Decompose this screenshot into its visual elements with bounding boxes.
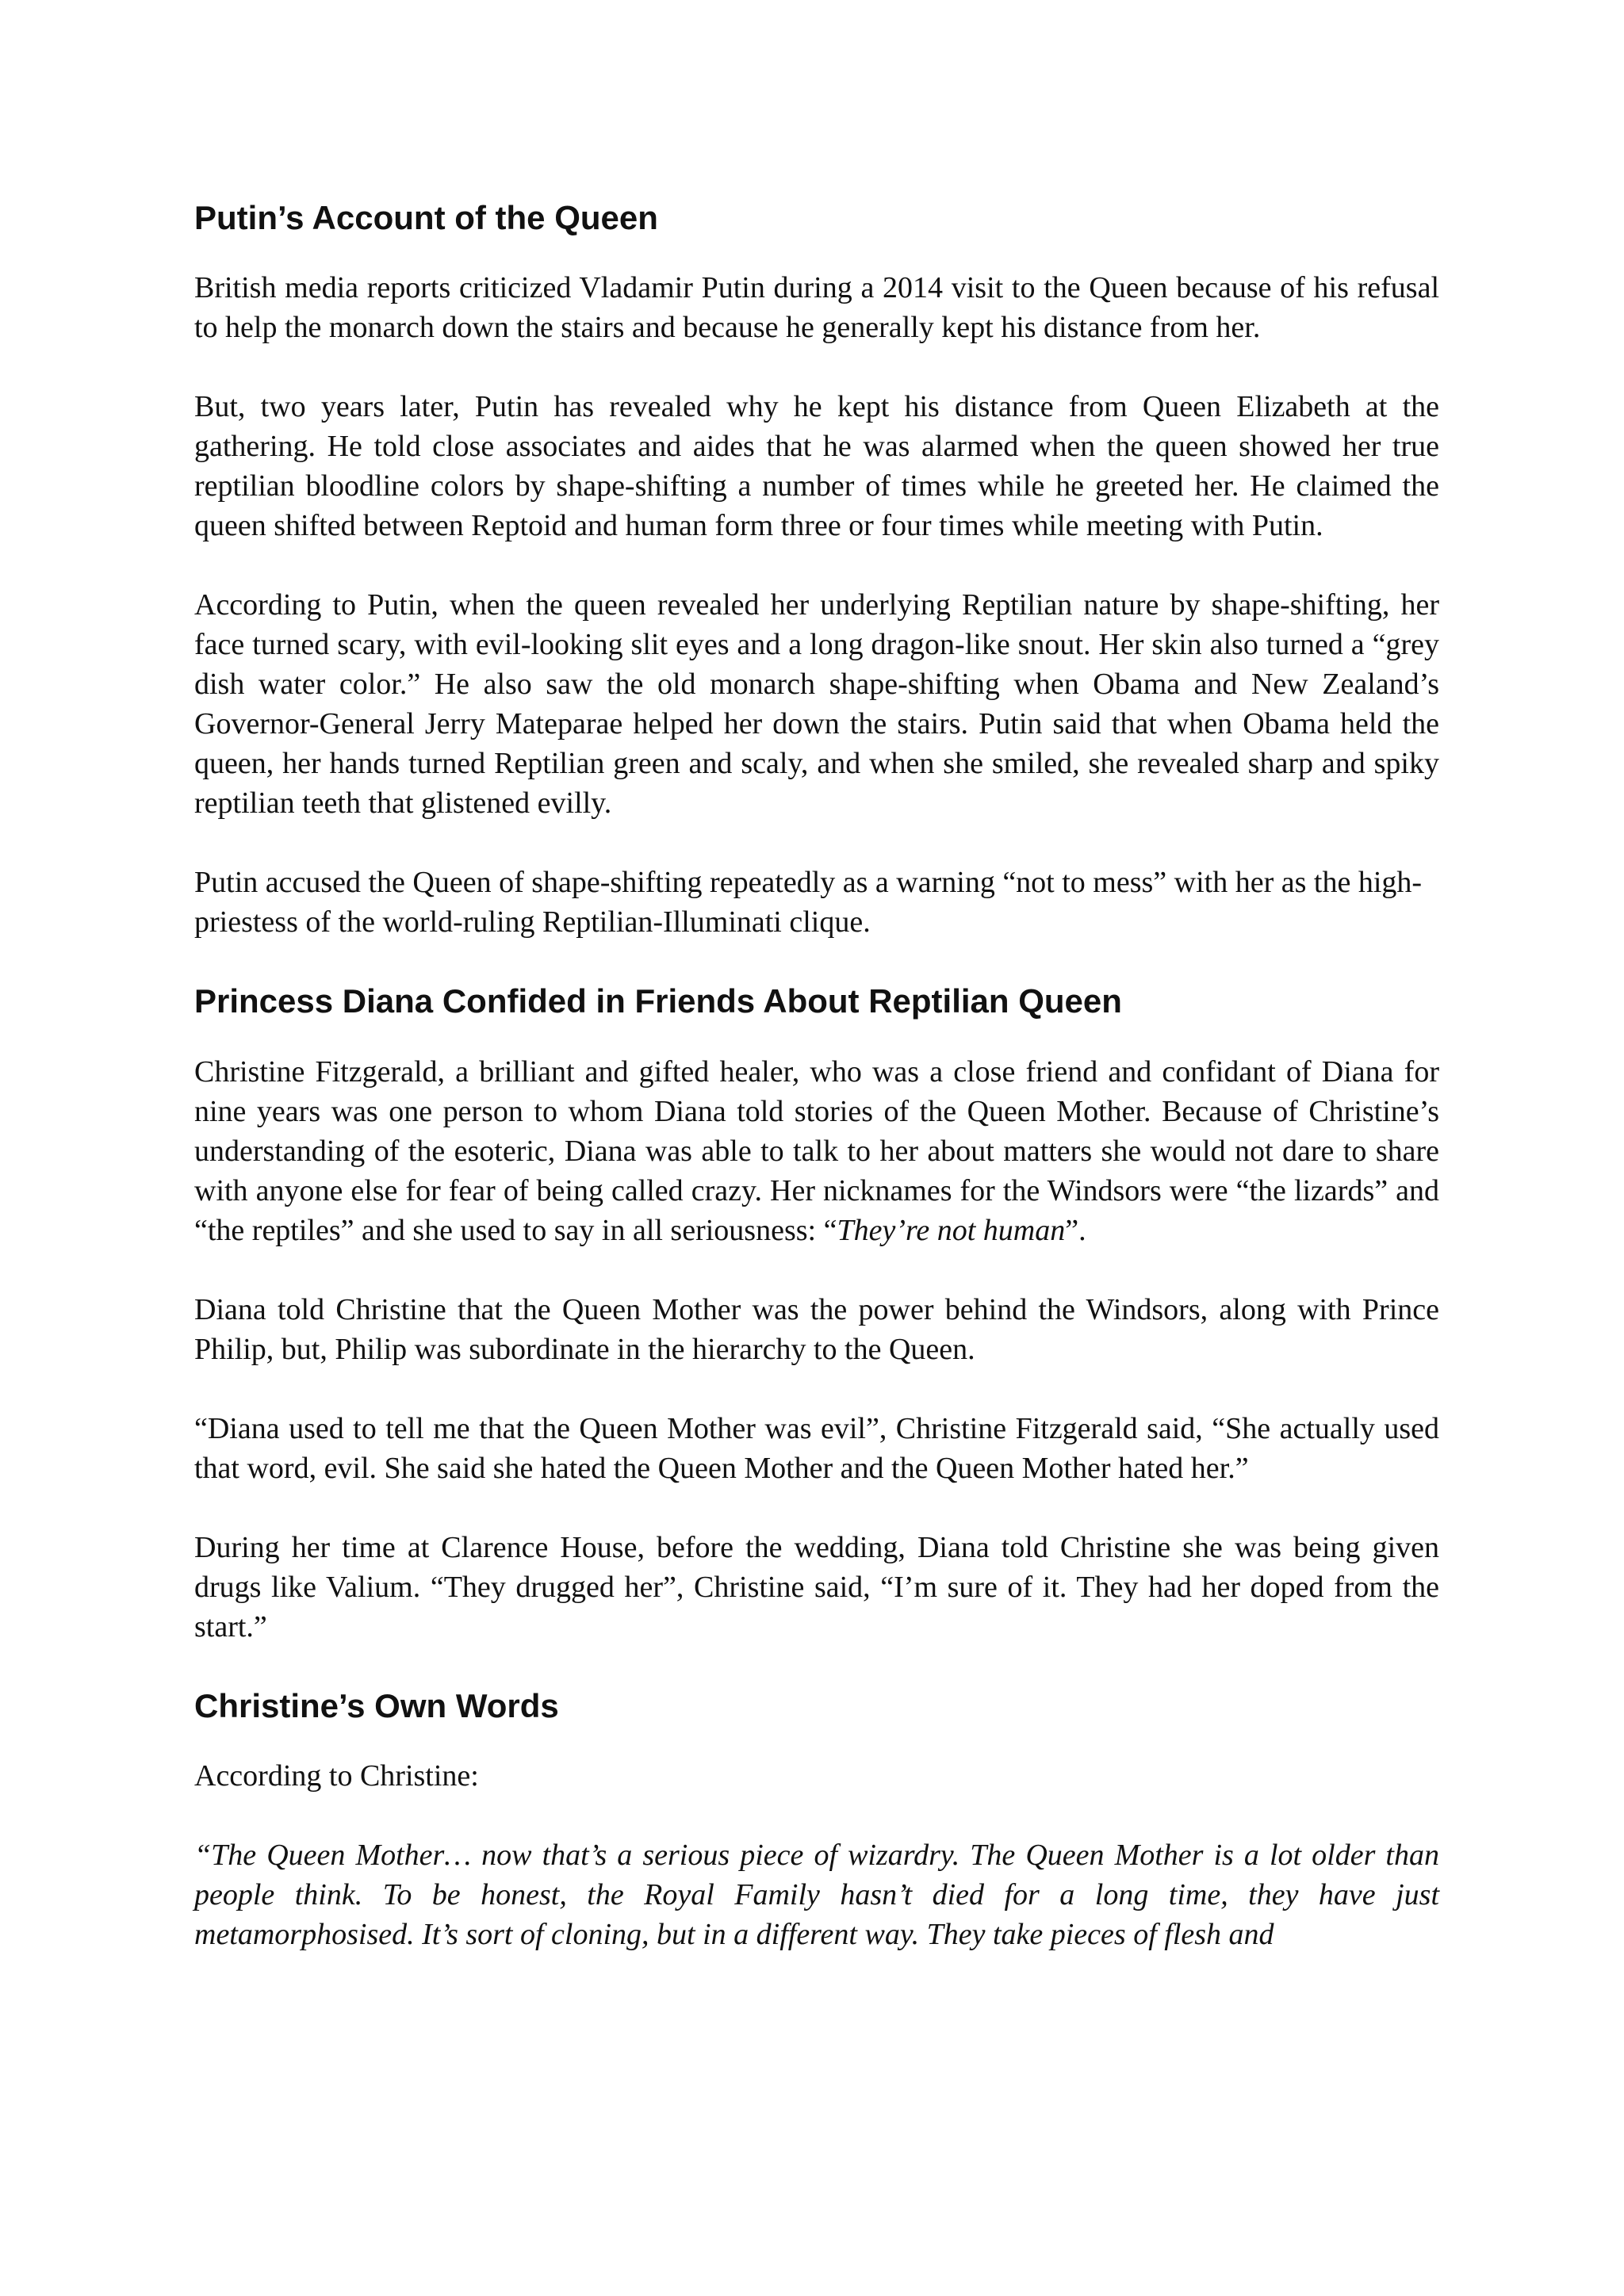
paragraph [194,1052,1439,1250]
paragraph-intro: According to Christine: [194,1759,479,1793]
quote-italic: They’re not human [837,1213,1066,1247]
heading-christines-words: Christine’s Own Words [194,1686,559,1724]
paragraph: During her time at Clarence House, before the wedding, Diana told Christine she was being given drugs like Valium. “They drugged her”, Christine said, “I’m sure of it. They had her doped from the start.” [194,1530,1439,1644]
paragraph: “Diana used to tell me that the Queen Mother was evil”, Christine Fitzgerald said, “She actually used that word, evil. She said she hated the Queen Mother and the Queen Mother hated her.” [194,1411,1439,1485]
paragraph: British media reports criticized Vladamir Putin during a 2014 visit to the Queen because of his refusal to help the monarch down the stairs and because he generally kept his distance from her. [194,271,1439,345]
document-body [194,187,1439,1994]
heading-putins-account: Putin’s Account of the Queen [194,199,658,236]
paragraph: According to Putin, when the queen revealed her underlying Reptilian nature by shape-shifting, her face turned scary, with evil-looking slit eyes and a long dragon-like snout. Her skin also turned a “grey dish water color.” He also saw the old monarch shape-shifting when Obama and New Zealand’s Governor-General Jerry Mateparae helped her down the stairs. Putin said that when Obama held the queen, her hands turned Reptilian green and scaly, and when she smiled, she revealed sharp and spiky reptilian teeth that glistened evilly. [194,588,1439,821]
paragraph-text: Christine Fitzgerald, a brilliant and gifted healer, who was a close friend and confidant of Diana for nine years was one person to whom Diana told stories of the Queen Mother. Because of Christine’s understanding of the esoteric, Diana was able to talk to her about matters she would not dare to share with anyone else for fear of being called crazy. Her nicknames for the Windsors were “the lizards” and “the reptiles” and she used to say in all seriousness: “ [194,1054,1439,1247]
quote-paragraph: “The Queen Mother… now that’s a serious piece of wizardry. The Queen Mother is a lot older than people think. To be honest, the Royal Family hasn’t died for a long time, they have just metamorphosised. It’s sort of cloning, but in a different way. They take pieces of flesh and [194,1839,1439,1952]
heading-princess-diana: Princess Diana Confided in Friends About Reptilian Queen [194,982,1122,1020]
paragraph: Putin accused the Queen of shape-shifting repeatedly as a warning “not to mess” with her as the high-priestess of the world-ruling Reptilian-Illuminati clique. [194,866,1423,939]
paragraph: But, two years later, Putin has revealed why he kept his distance from Queen Elizabeth at the gathering. He told close associates and aides that he was alarmed when the queen showed her true reptilian bloodline colors by shape-shifting a number of times while he greeted her. He claimed the queen shifted between Reptoid and human form three or four times while meeting with Putin. [194,390,1439,543]
paragraph: Diana told Christine that the Queen Mother was the power behind the Windsors, along with Prince Philip, but, Philip was subordinate in the hierarchy to the Queen. [194,1292,1439,1366]
paragraph-text-end: ”. [1065,1213,1086,1247]
